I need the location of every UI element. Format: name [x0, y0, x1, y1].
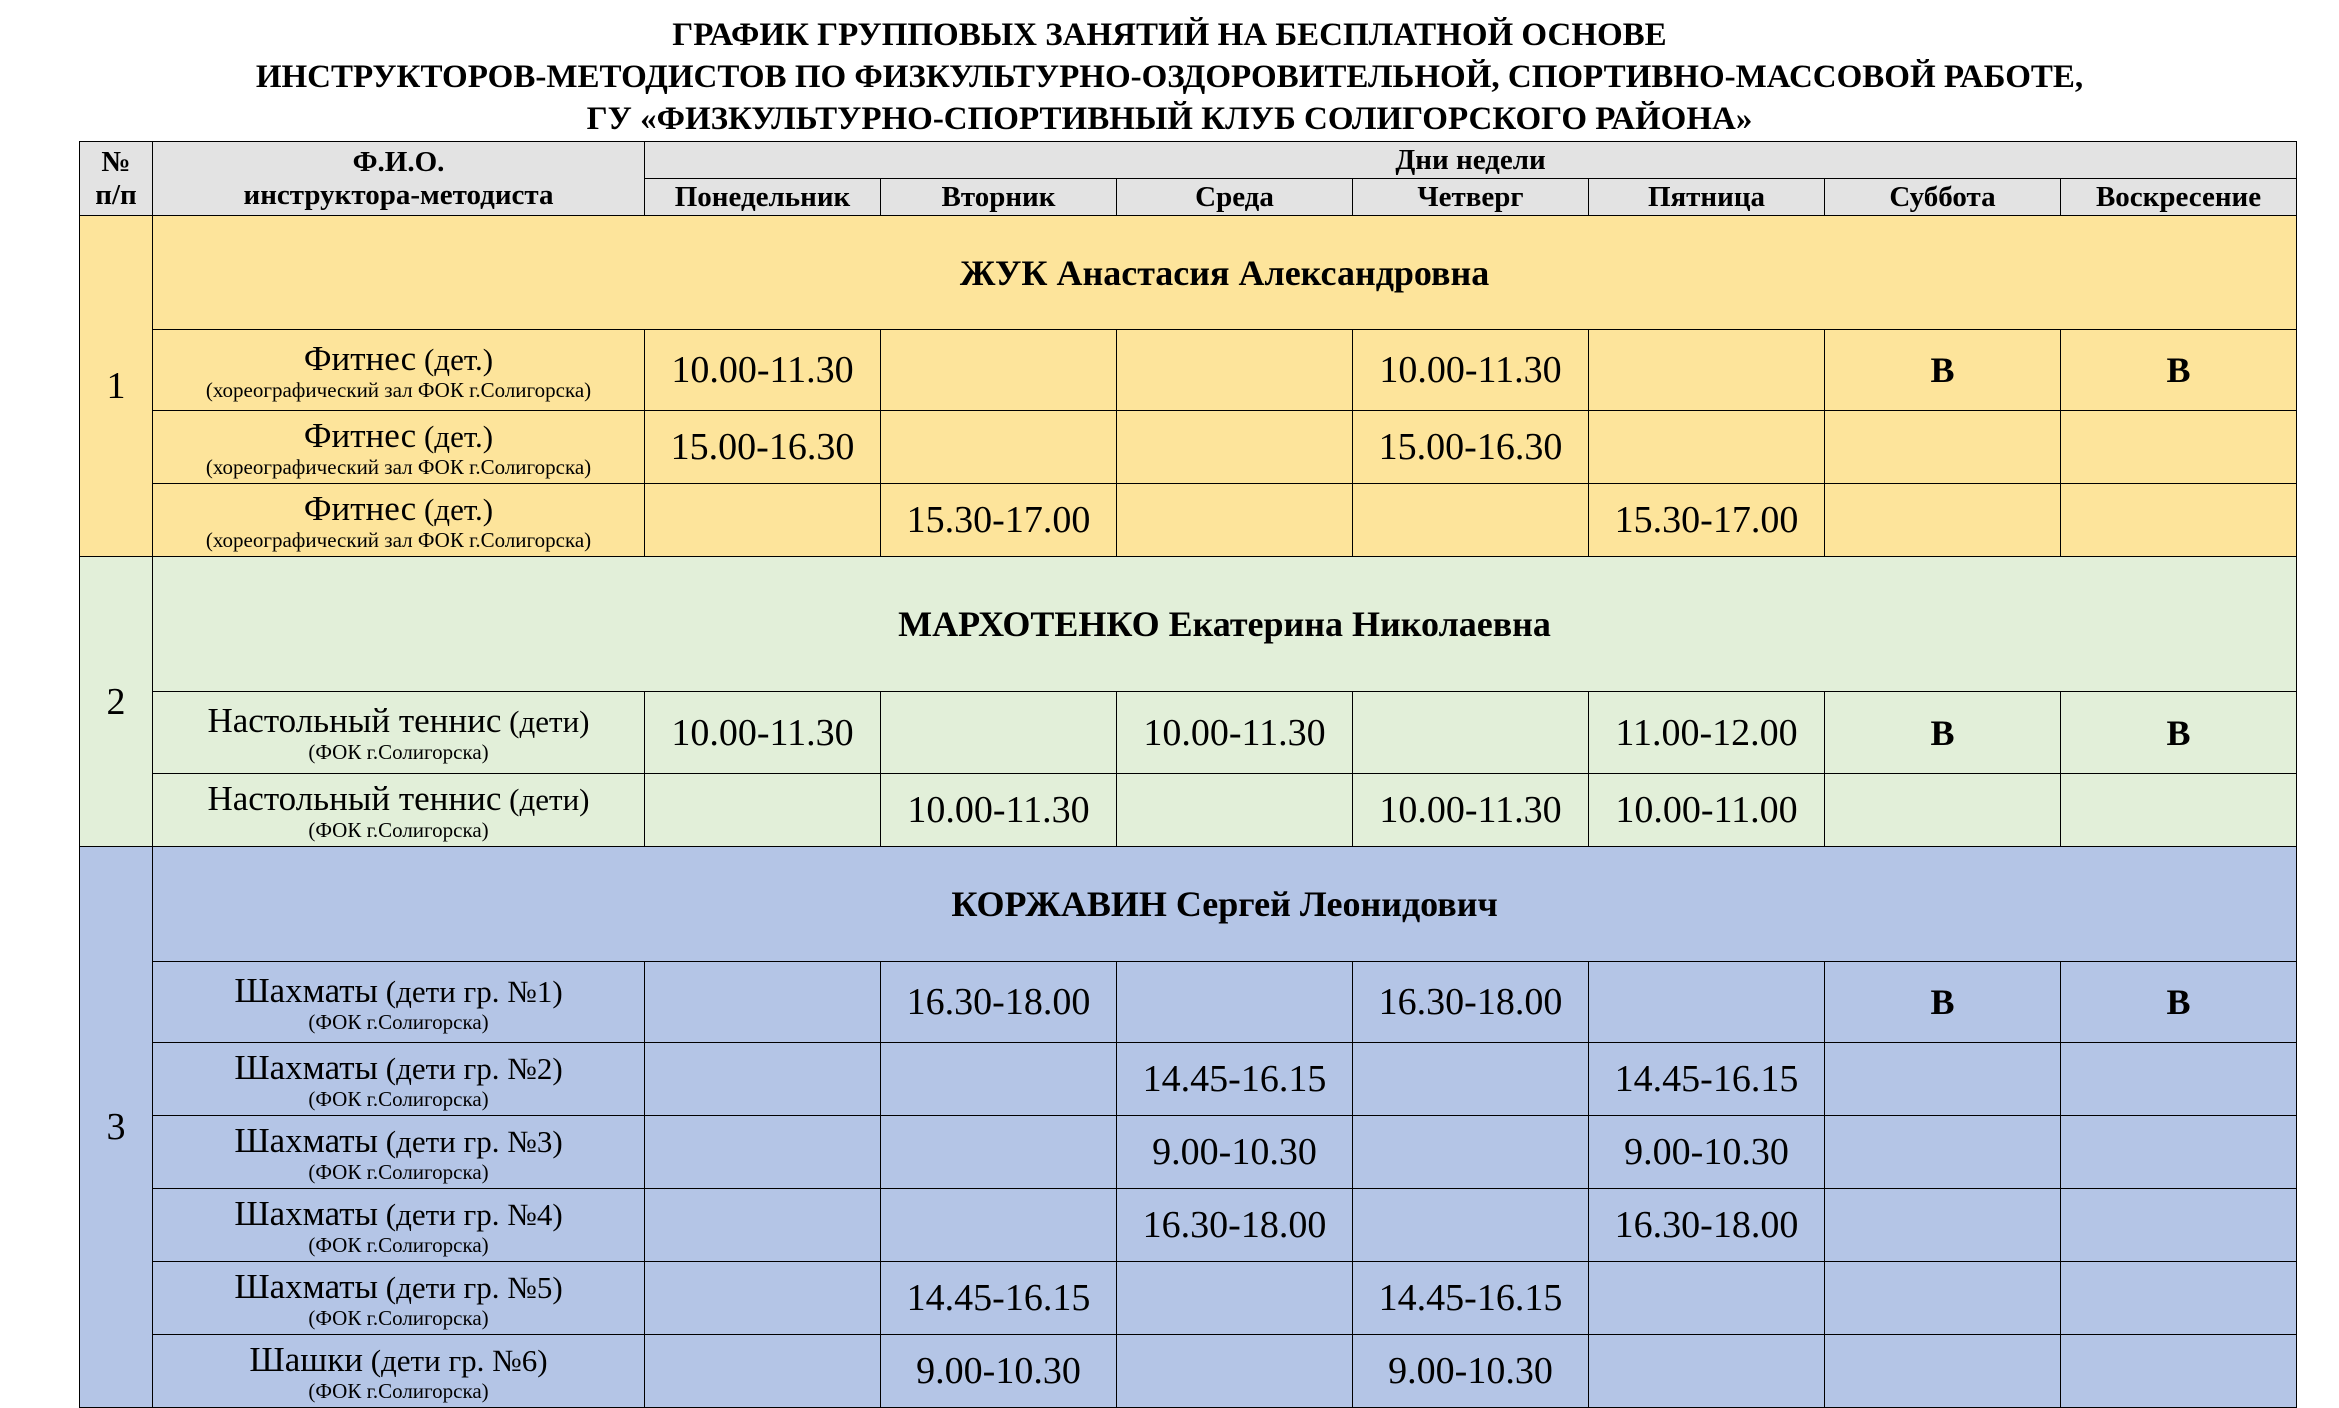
time-cell-thursday: 14.45-16.15 — [1353, 1262, 1589, 1335]
header-day-sunday: Воскресение — [2061, 179, 2297, 216]
activity-name: Шахматы — [234, 970, 379, 1010]
time-cell-sunday — [2061, 1043, 2297, 1116]
time-cell-monday — [645, 774, 881, 847]
activity-venue: (ФОК г.Солигорска) — [308, 1159, 489, 1184]
activity-title — [153, 1195, 644, 1234]
time-cell-monday — [645, 1262, 881, 1335]
time-cell-thursday: 10.00-11.30 — [1353, 330, 1589, 411]
activity-venue: (хореографический зал ФОК г.Солигорска) — [205, 377, 592, 402]
activity-venue: (хореографический зал ФОК г.Солигорска) — [205, 527, 592, 552]
header-number-line-2: п/п — [95, 178, 137, 211]
time-cell-wednesday — [1117, 1335, 1353, 1408]
instructor-row — [80, 216, 2297, 330]
activity-venue: (ФОК г.Солигорска) — [308, 1009, 489, 1034]
time-cell-friday: 9.00-10.30 — [1589, 1116, 1825, 1189]
time-cell-friday — [1589, 411, 1825, 484]
activity-cell — [153, 1043, 645, 1116]
time-cell-monday — [645, 1116, 881, 1189]
schedule-body — [80, 216, 2297, 1408]
activity-cell — [153, 774, 645, 847]
time-cell-wednesday — [1117, 962, 1353, 1043]
time-cell-monday — [645, 484, 881, 557]
time-cell-wednesday: 9.00-10.30 — [1117, 1116, 1353, 1189]
activity-detail: (дети гр. №2) — [378, 1050, 563, 1086]
header-fio-line-2: инструктора-методиста — [243, 178, 554, 211]
activity-detail: (дет.) — [416, 341, 494, 377]
header-day-friday: Пятница — [1589, 179, 1825, 216]
time-cell-tuesday: 14.45-16.15 — [881, 1262, 1117, 1335]
class-row — [80, 1335, 2297, 1408]
header-days-title: Дни недели — [645, 142, 2297, 179]
time-cell-tuesday — [881, 330, 1117, 411]
time-cell-sunday — [2061, 1116, 2297, 1189]
activity-name: Фитнес — [303, 338, 417, 378]
time-cell-friday: 16.30-18.00 — [1589, 1189, 1825, 1262]
time-cell-thursday — [1353, 1116, 1589, 1189]
time-cell-thursday: 16.30-18.00 — [1353, 962, 1589, 1043]
time-cell-monday: 15.00-16.30 — [645, 411, 881, 484]
instructor-name: ЖУК Анастасия Александровна — [153, 216, 2297, 330]
activity-detail: (дети гр. №4) — [378, 1196, 563, 1232]
class-row — [80, 411, 2297, 484]
time-cell-sunday — [2061, 774, 2297, 847]
time-cell-tuesday: 16.30-18.00 — [881, 962, 1117, 1043]
activity-name: Шахматы — [234, 1193, 379, 1233]
time-cell-thursday — [1353, 692, 1589, 774]
time-cell-wednesday: 10.00-11.30 — [1117, 692, 1353, 774]
class-row — [80, 774, 2297, 847]
activity-venue: (ФОК г.Солигорска) — [308, 740, 489, 764]
day-off-saturday: В — [1825, 330, 2061, 411]
time-cell-tuesday — [881, 1043, 1117, 1116]
activity-detail: (дет.) — [416, 491, 494, 527]
header-day-thursday: Четверг — [1353, 179, 1589, 216]
activity-name: Шашки — [249, 1339, 363, 1379]
row-number: 2 — [80, 557, 153, 847]
instructor-name: КОРЖАВИН Сергей Леонидович — [153, 847, 2297, 962]
activity-title — [153, 1122, 644, 1161]
activity-detail: (дети гр. №3) — [378, 1123, 563, 1159]
activity-cell — [153, 692, 645, 774]
time-cell-tuesday — [881, 692, 1117, 774]
activity-venue: (ФОК г.Солигорска) — [308, 1086, 489, 1111]
activity-name: Настольный теннис — [207, 778, 502, 818]
time-cell-saturday — [1825, 774, 2061, 847]
activity-detail: (дети гр. №6) — [362, 1342, 548, 1378]
activity-cell — [153, 330, 645, 411]
time-cell-tuesday — [881, 1116, 1117, 1189]
time-cell-thursday — [1353, 484, 1589, 557]
time-cell-sunday — [2061, 1335, 2297, 1408]
class-row — [80, 1116, 2297, 1189]
title-line-2: ИНСТРУКТОРОВ-МЕТОДИСТОВ ПО ФИЗКУЛЬТУРНО-ОЗДОРОВИТЕЛЬНОЙ, СПОРТИВНО-МАССОВОЙ РАБОТЕ, — [255, 59, 2084, 95]
time-cell-friday: 11.00-12.00 — [1589, 692, 1825, 774]
header-day-wednesday: Среда — [1117, 179, 1353, 216]
time-cell-monday: 10.00-11.30 — [645, 692, 881, 774]
header-number — [80, 142, 153, 216]
header-day-tuesday: Вторник — [881, 179, 1117, 216]
time-cell-saturday — [1825, 1116, 2061, 1189]
time-cell-tuesday — [881, 411, 1117, 484]
activity-venue: (ФОК г.Солигорска) — [308, 1232, 489, 1257]
header-number-line-1: № — [101, 145, 131, 178]
header-day-saturday: Суббота — [1825, 179, 2061, 216]
time-cell-friday — [1589, 962, 1825, 1043]
time-cell-thursday: 15.00-16.30 — [1353, 411, 1589, 484]
time-cell-saturday — [1825, 411, 2061, 484]
document-title — [0, 14, 2339, 140]
header-day-monday: Понедельник — [645, 179, 881, 216]
time-cell-monday: 10.00-11.30 — [645, 330, 881, 411]
activity-venue: (ФОК г.Солигорска) — [308, 817, 489, 842]
time-cell-thursday: 9.00-10.30 — [1353, 1335, 1589, 1408]
activity-title — [153, 490, 644, 529]
day-off-saturday: В — [1825, 692, 2061, 774]
activity-cell — [153, 962, 645, 1043]
class-row — [80, 330, 2297, 411]
class-row — [80, 962, 2297, 1043]
time-cell-monday — [645, 962, 881, 1043]
activity-cell — [153, 1189, 645, 1262]
time-cell-friday: 10.00-11.00 — [1589, 774, 1825, 847]
activity-detail: (дет.) — [416, 418, 494, 454]
activity-detail: (дети) — [501, 781, 590, 817]
time-cell-saturday — [1825, 1189, 2061, 1262]
activity-title — [153, 340, 644, 379]
activity-title — [153, 702, 644, 741]
class-row — [80, 1262, 2297, 1335]
time-cell-saturday — [1825, 1262, 2061, 1335]
day-off-sunday: В — [2061, 692, 2297, 774]
time-cell-wednesday — [1117, 774, 1353, 847]
class-row — [80, 1189, 2297, 1262]
time-cell-monday — [645, 1043, 881, 1116]
header-fio — [153, 142, 645, 216]
time-cell-sunday — [2061, 484, 2297, 557]
activity-venue: (ФОК г.Солигорска) — [308, 1378, 489, 1403]
time-cell-tuesday: 15.30-17.00 — [881, 484, 1117, 557]
instructor-name: МАРХОТЕНКО Екатерина Николаевна — [153, 557, 2297, 692]
activity-title — [153, 1268, 644, 1307]
time-cell-sunday — [2061, 411, 2297, 484]
activity-name: Настольный теннис — [207, 701, 502, 740]
time-cell-tuesday: 10.00-11.30 — [881, 774, 1117, 847]
activity-title — [153, 780, 644, 819]
schedule-table — [79, 141, 2297, 1408]
activity-venue: (ФОК г.Солигорска) — [308, 1305, 489, 1330]
instructor-row — [80, 847, 2297, 962]
activity-cell — [153, 411, 645, 484]
activity-detail: (дети гр. №5) — [378, 1269, 563, 1305]
activity-name: Фитнес — [303, 415, 417, 455]
header-fio-line-1: Ф.И.О. — [352, 145, 445, 178]
title-line-1: ГРАФИК ГРУППОВЫХ ЗАНЯТИЙ НА БЕСПЛАТНОЙ ОСНОВЕ — [672, 17, 1667, 53]
time-cell-wednesday — [1117, 330, 1353, 411]
time-cell-wednesday — [1117, 411, 1353, 484]
time-cell-wednesday — [1117, 1262, 1353, 1335]
activity-cell — [153, 484, 645, 557]
activity-name: Шахматы — [234, 1266, 379, 1306]
row-number: 3 — [80, 847, 153, 1408]
time-cell-friday — [1589, 1335, 1825, 1408]
activity-venue: (хореографический зал ФОК г.Солигорска) — [205, 454, 592, 479]
time-cell-saturday — [1825, 1335, 2061, 1408]
activity-title — [153, 417, 644, 456]
time-cell-tuesday: 9.00-10.30 — [881, 1335, 1117, 1408]
activity-detail: (дети гр. №1) — [378, 973, 563, 1009]
day-off-saturday: В — [1825, 962, 2061, 1043]
time-cell-tuesday — [881, 1189, 1117, 1262]
row-number: 1 — [80, 216, 153, 557]
class-row — [80, 692, 2297, 774]
time-cell-monday — [645, 1189, 881, 1262]
class-row — [80, 484, 2297, 557]
time-cell-wednesday: 14.45-16.15 — [1117, 1043, 1353, 1116]
activity-name: Фитнес — [303, 488, 417, 528]
activity-cell — [153, 1335, 645, 1408]
activity-title — [153, 1049, 644, 1088]
time-cell-sunday — [2061, 1262, 2297, 1335]
time-cell-saturday — [1825, 1043, 2061, 1116]
instructor-row — [80, 557, 2297, 692]
time-cell-wednesday: 16.30-18.00 — [1117, 1189, 1353, 1262]
time-cell-thursday: 10.00-11.30 — [1353, 774, 1589, 847]
time-cell-saturday — [1825, 484, 2061, 557]
day-off-sunday: В — [2061, 962, 2297, 1043]
class-row — [80, 1043, 2297, 1116]
day-off-sunday: В — [2061, 330, 2297, 411]
time-cell-friday — [1589, 330, 1825, 411]
time-cell-friday — [1589, 1262, 1825, 1335]
time-cell-thursday — [1353, 1043, 1589, 1116]
time-cell-monday — [645, 1335, 881, 1408]
time-cell-thursday — [1353, 1189, 1589, 1262]
activity-title — [153, 1341, 644, 1380]
time-cell-wednesday — [1117, 484, 1353, 557]
activity-title — [153, 972, 644, 1011]
activity-detail: (дети) — [501, 704, 590, 739]
time-cell-sunday — [2061, 1189, 2297, 1262]
activity-name: Шахматы — [234, 1120, 379, 1160]
time-cell-friday: 15.30-17.00 — [1589, 484, 1825, 557]
activity-name: Шахматы — [234, 1047, 379, 1087]
activity-cell — [153, 1262, 645, 1335]
time-cell-friday: 14.45-16.15 — [1589, 1043, 1825, 1116]
activity-cell — [153, 1116, 645, 1189]
title-line-3: ГУ «ФИЗКУЛЬТУРНО-СПОРТИВНЫЙ КЛУБ СОЛИГОРСКОГО РАЙОНА» — [586, 101, 1753, 137]
